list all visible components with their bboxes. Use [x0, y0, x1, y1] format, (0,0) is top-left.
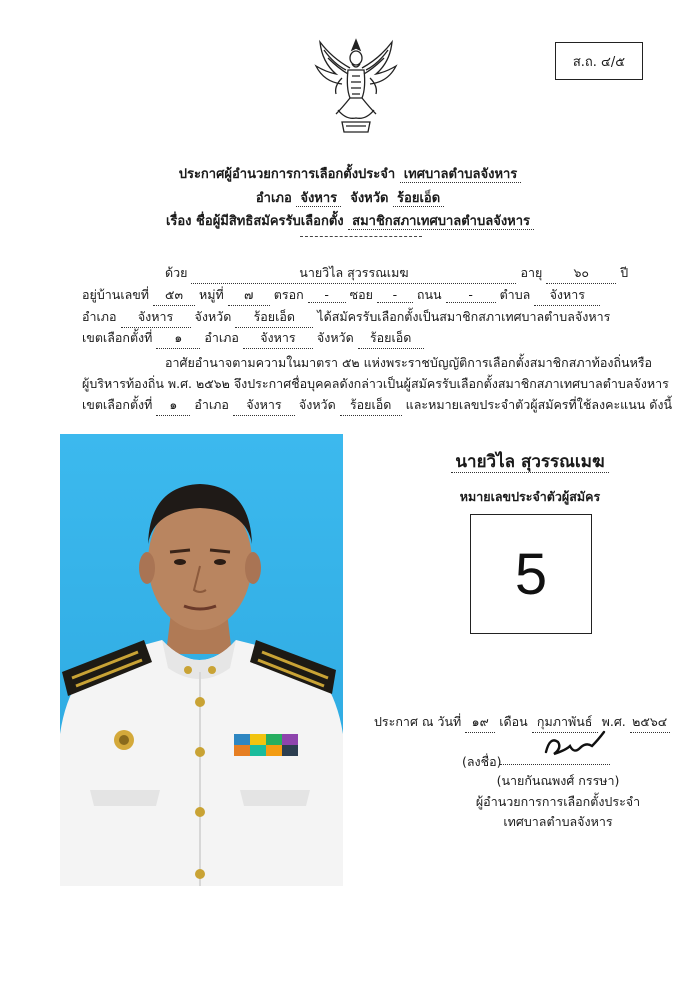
- announce-year-label: พ.ศ.: [601, 714, 626, 729]
- signer-title-2: เทศบาลตำบลจังหาร: [503, 814, 613, 829]
- header-subject: เรื่อง ชื่อผู้มีสิทธิสมัครรับเลือกตั้ง: [165, 214, 344, 229]
- province-value: ร้อยเอ็ด: [235, 307, 313, 328]
- garuda-emblem-icon: [312, 36, 400, 136]
- applicant-name: นายวิไล สุวรรณเมฆ: [191, 263, 516, 284]
- tambon-value: จังหาร: [534, 285, 600, 306]
- district-label: เขตเลือกตั้งที่: [82, 330, 153, 345]
- announcement-date-line: [374, 712, 670, 733]
- moo-value: ๗: [228, 285, 270, 306]
- candidate-portrait-image: [60, 434, 343, 886]
- form-code-box: [555, 42, 643, 80]
- amphoe-value: จังหาร: [121, 307, 191, 328]
- signer-name: (นายกันณพงศ์ กรรษา): [496, 773, 620, 788]
- trok-label: ตรอก: [273, 287, 304, 302]
- candidate-number-label: หมายเลขประจำตัวผู้สมัคร: [459, 489, 601, 504]
- header-line-2: [0, 187, 700, 208]
- header-divider: [300, 236, 422, 237]
- header-amphoe-label: อำเภอ: [255, 191, 292, 206]
- body-line-3: [82, 307, 610, 328]
- sign-label: (ลงชื่อ): [462, 754, 502, 769]
- para2-district-label: เขตเลือกตั้งที่: [82, 397, 153, 412]
- para2-amphoe-label: อำเภอ: [194, 397, 229, 412]
- para2-text-3: และหมายเลขประจำตัวผู้สมัครที่ใช้ลงคะแนน ดังนี้: [405, 397, 673, 412]
- announce-prefix: ประกาศ ณ วันที่: [374, 714, 462, 729]
- para2-amphoe-value: จังหาร: [233, 395, 295, 416]
- tambon-label: ตำบล: [499, 287, 531, 302]
- header-subject-value: สมาชิกสภาเทศบาลตำบลจังหาร: [348, 214, 534, 230]
- para2-province-value: ร้อยเอ็ด: [340, 395, 402, 416]
- district-value: ๑: [156, 328, 200, 349]
- announce-month-label: เดือน: [499, 714, 528, 729]
- header-organization: เทศบาลตำบลจังหาร: [400, 167, 522, 183]
- soi-label: ซอย: [349, 287, 373, 302]
- district-province-label: จังหวัด: [316, 330, 354, 345]
- amphoe-label: อำเภอ: [82, 309, 117, 324]
- house-label: อยู่บ้านเลขที่: [82, 287, 150, 302]
- applied-text: ได้สมัครรับเลือกตั้งเป็นสมาชิกสภาเทศบาลตำบลจังหาร: [317, 309, 611, 324]
- header-line-1: [0, 163, 700, 184]
- form-code: ส.ถ. ๔/๕: [572, 54, 626, 70]
- para2-line-3: [82, 395, 672, 416]
- para2-line-2: [82, 374, 669, 394]
- body-line-1: [165, 263, 628, 284]
- para2-district-value: ๑: [156, 395, 190, 416]
- year-label: ปี: [620, 265, 629, 280]
- announce-day: ๑๙: [465, 712, 495, 733]
- announce-month: กุมภาพันธ์: [532, 712, 598, 733]
- body-line-4: [82, 328, 424, 349]
- header-province-value: ร้อยเอ็ด: [393, 191, 444, 207]
- body-line-2: [82, 285, 600, 306]
- signer-title-1: ผู้อำนวยการการเลือกตั้งประจำ: [475, 794, 641, 809]
- road-value: -: [446, 287, 496, 303]
- announce-year: ๒๕๖๔: [630, 712, 670, 733]
- para2-text-1: อาศัยอำนาจตามความในมาตรา ๕๒ แห่งพระราชบัญญัติการเลือกตั้งสมาชิกสภาท้องถิ่นหรือ: [165, 355, 653, 370]
- trok-value: -: [308, 287, 346, 303]
- house-value: ๕๓: [153, 285, 195, 306]
- by-label: ด้วย: [165, 265, 188, 280]
- candidate-number: 5: [514, 541, 548, 607]
- candidate-name-block: [400, 448, 660, 475]
- header-prefix: ประกาศผู้อำนวยการการเลือกตั้งประจำ: [178, 167, 396, 182]
- road-label: ถนน: [416, 287, 442, 302]
- header-line-3: [0, 210, 700, 231]
- province-label: จังหวัด: [194, 309, 232, 324]
- soi-value: -: [377, 287, 413, 303]
- moo-label: หมู่ที่: [199, 287, 224, 302]
- age-value: ๖๐: [546, 263, 616, 284]
- para2-province-label: จังหวัด: [298, 397, 336, 412]
- candidate-photo: [60, 434, 343, 886]
- signature-image: [540, 728, 610, 762]
- header-province-label: จังหวัด: [350, 191, 389, 206]
- district-amphoe-label: อำเภอ: [204, 330, 239, 345]
- candidate-number-box: [470, 514, 592, 634]
- district-amphoe-value: จังหาร: [243, 328, 313, 349]
- header-amphoe-value: จังหาร: [296, 191, 341, 207]
- para2-line-1: [165, 353, 652, 373]
- para2-text-2: ผู้บริหารท้องถิ่น พ.ศ. ๒๕๖๒ จึงประกาศชื่อบุคคลดังกล่าวเป็นผู้สมัครรับเลือกตั้งสมาชิกสภาเทศบาลตำบลจังหาร: [82, 376, 669, 391]
- candidate-name: นายวิไล สุวรรณเมฆ: [451, 452, 608, 473]
- district-province-value: ร้อยเอ็ด: [358, 328, 424, 349]
- signature-line: [500, 764, 610, 765]
- age-label: อายุ: [520, 265, 543, 280]
